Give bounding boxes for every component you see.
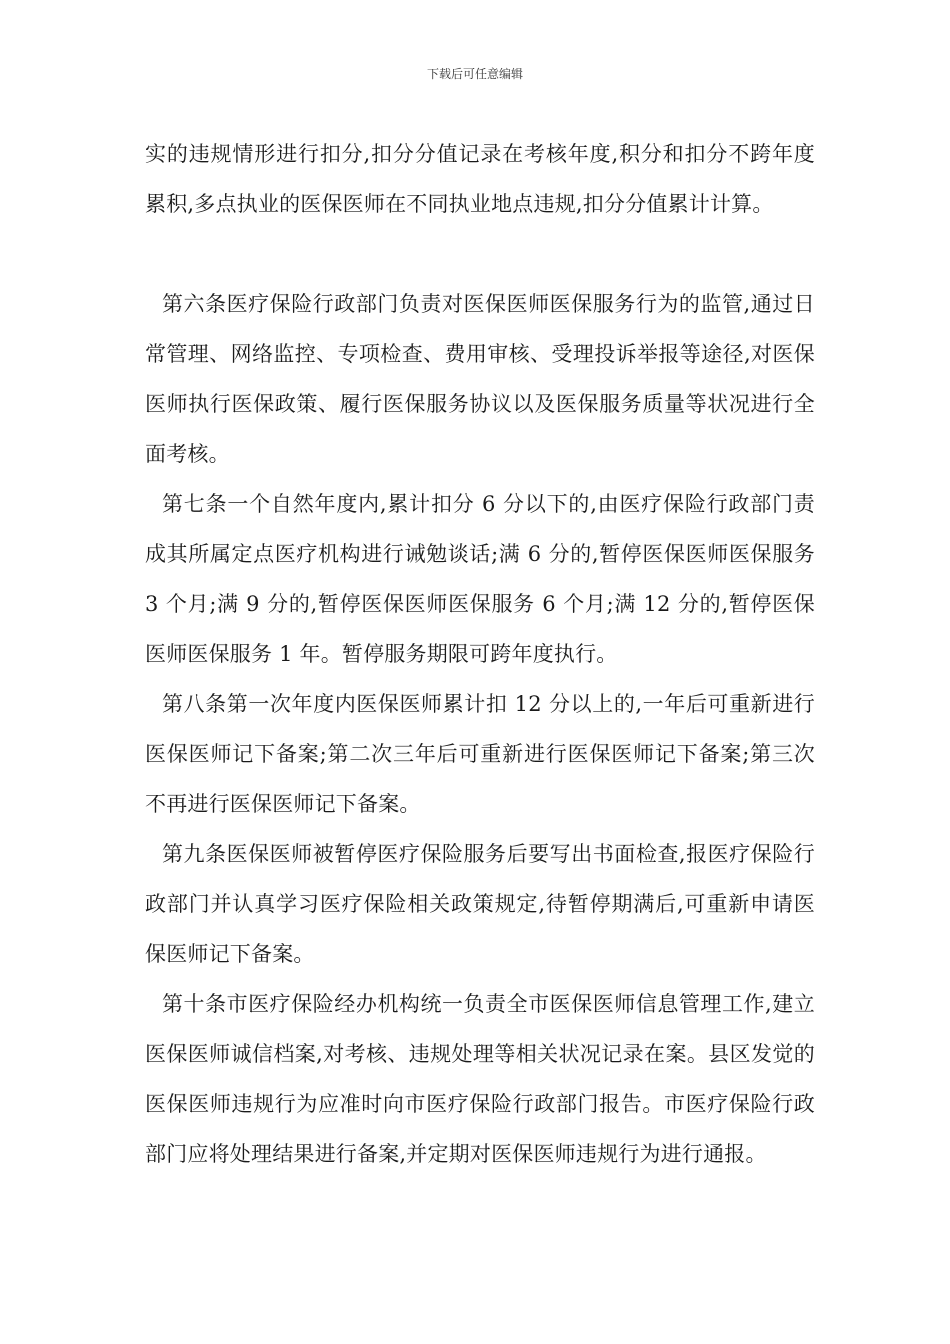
- paragraph-continuation: 实的违规情形进行扣分,扣分分值记录在考核年度,积分和扣分不跨年度累积,多点执业的医保医师在不同执业地点违规,扣分分值累计计算。: [145, 142, 815, 216]
- paragraph-article-6: 第六条医疗保险行政部门负责对医保医师医保服务行为的监管,通过日常管理、网络监控、专项检查、费用审核、受理投诉举报等途径,对医保医师执行医保政策、履行医保服务协议以及医保服务质量等状况进行全面考核。: [145, 292, 815, 466]
- paragraph-article-8: 第八条第一次年度内医保医师累计扣 12 分以上的,一年后可重新进行医保医师记下备案;第二次三年后可重新进行医保医师记下备案;第三次不再进行医保医师记下备案。: [145, 692, 815, 816]
- document-body: [145, 129, 815, 1179]
- paragraph-article-9: 第九条医保医师被暂停医疗保险服务后要写出书面检查,报医疗保险行政部门并认真学习医疗保险相关政策规定,待暂停期满后,可重新申请医保医师记下备案。: [145, 842, 815, 966]
- paragraph-article-7: 第七条一个自然年度内,累计扣分 6 分以下的,由医疗保险行政部门责成其所属定点医疗机构进行诫勉谈话;满 6 分的,暂停医保医师医保服务 3 个月;满 9 分的,暂停医保医师医保服务 6 个月;满 12 分的,暂停医保医师医保服务 1 年。暂停服务期限可跨年度执行。: [145, 492, 815, 666]
- paragraph-article-10: 第十条市医疗保险经办机构统一负责全市医保医师信息管理工作,建立医保医师诚信档案,对考核、违规处理等相关状况记录在案。县区发觉的医保医师违规行为应准时向市医疗保险行政部门报告。市医疗保险行政部门应将处理结果进行备案,并定期对医保医师违规行为进行通报。: [145, 992, 815, 1166]
- page-header: 下载后可任意编辑: [426, 67, 523, 81]
